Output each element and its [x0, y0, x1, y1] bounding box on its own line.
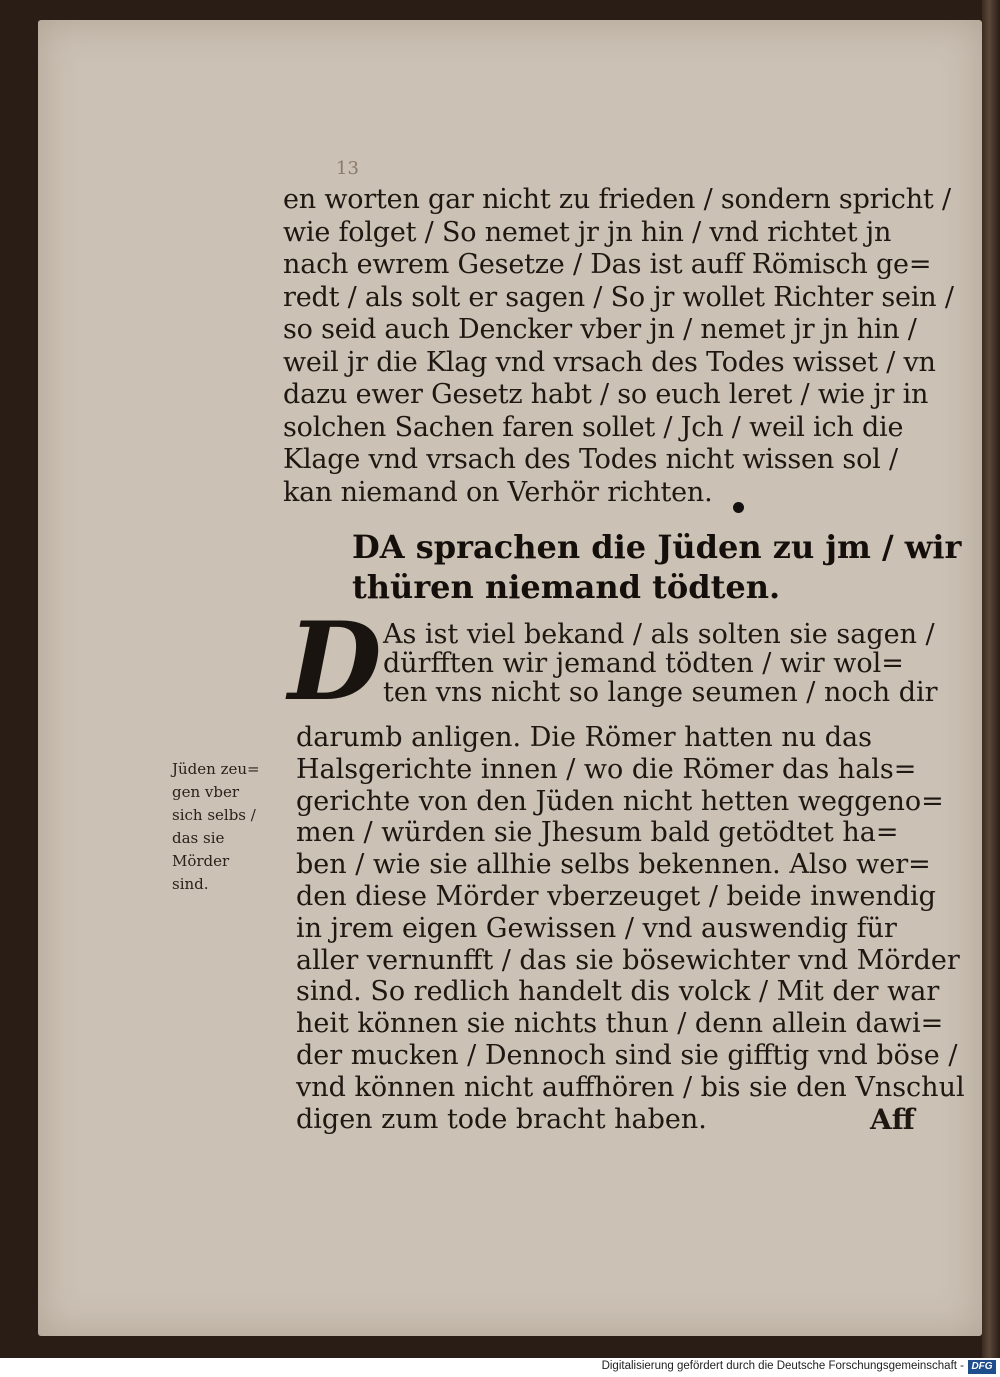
text-line: Klage vnd vrsach des Todes nicht wissen sol /: [283, 444, 898, 475]
text-line: wie folget / So nemet jr jn hin / vnd richtet jn: [283, 216, 892, 248]
verse-line: DA sprachen die Jüden zu jm / wir: [352, 528, 962, 566]
commentary-text: [296, 722, 965, 1135]
scripture-verse: [352, 527, 962, 607]
text-line: solchen Sachen faren sollet / Jch / weil ich die: [283, 411, 904, 443]
margin-note-line: sich selbs /: [172, 806, 256, 824]
text-line: digen zum tode bracht haben.: [296, 1103, 707, 1135]
text-line: nach ewrem Gesetze / Das ist auff Römisch ge=: [283, 249, 932, 280]
text-line: redt / als solt er sagen / So jr wollet Richter sein /: [283, 281, 954, 313]
text-line: vnd können nicht auffhören / bis sie den Vnschul: [296, 1071, 965, 1103]
text-line: Halsgerichte innen / wo die Römer das hals=: [296, 753, 917, 785]
dfg-logo: DFG: [968, 1360, 996, 1374]
text-line: ben / wie sie allhie selbs bekennen. Also wer=: [296, 849, 931, 881]
text-line: weil jr die Klag vnd vrsach des Todes wisset / vn: [283, 346, 936, 378]
text-line: ten vns nicht so lange seumen / noch dir: [383, 677, 938, 708]
text-line: gerichte von den Jüden nicht hetten weggeno=: [296, 785, 944, 817]
margin-note-line: Mörder: [172, 852, 230, 870]
book-edge: [982, 0, 1000, 1358]
commentary-opening: [383, 620, 938, 707]
text-line: en worten gar nicht zu frieden / sondern spricht /: [283, 184, 951, 215]
catchword: Aff: [870, 1103, 915, 1136]
margin-note-line: gen vber: [172, 783, 240, 801]
text-line: der mucken / Dennoch sind sie gifftig vnd böse /: [296, 1039, 958, 1071]
text-line: so seid auch Dencker vber jn / nemet jr jn hin /: [283, 314, 917, 345]
body-text: [283, 184, 953, 509]
margin-note-line: Jüden zeu=: [172, 760, 260, 778]
text-line: dürfften wir jemand tödten / wir wol=: [383, 648, 904, 679]
text-line: men / würden sie Jhesum bald getödtet ha=: [296, 817, 899, 849]
margin-note: [172, 758, 260, 896]
text-line: darumb anligen. Die Römer hatten nu das: [296, 722, 872, 753]
text-line: As ist viel bekand / als solten sie sagen /: [383, 619, 935, 650]
page-mark: 13: [336, 158, 359, 179]
funding-notice: Digitalisierung gefördert durch die Deutsche Forschungsgemeinschaft -: [601, 1360, 964, 1372]
margin-note-line: das sie: [172, 829, 225, 847]
text-line: dazu ewer Gesetz habt / so euch leret / wie jr in: [283, 379, 929, 410]
text-line: heit können sie nichts thun / denn allein dawi=: [296, 1008, 944, 1040]
verse-line: thüren niemand tödten.: [352, 568, 781, 606]
period-mark: [733, 502, 744, 513]
text-line: sind. So redlich handelt dis volck / Mit der war: [296, 976, 940, 1008]
text-line: den diese Mörder vberzeuget / beide inwendig: [296, 880, 936, 912]
text-line: aller vernunfft / das sie bösewichter vnd Mörder: [296, 944, 960, 976]
footer-bar: [0, 1358, 1000, 1377]
decorated-initial: D: [288, 599, 382, 725]
text-line: kan niemand on Verhör richten.: [283, 476, 713, 508]
text-line: in jrem eigen Gewissen / vnd auswendig für: [296, 912, 897, 944]
margin-note-line: sind.: [172, 875, 209, 893]
